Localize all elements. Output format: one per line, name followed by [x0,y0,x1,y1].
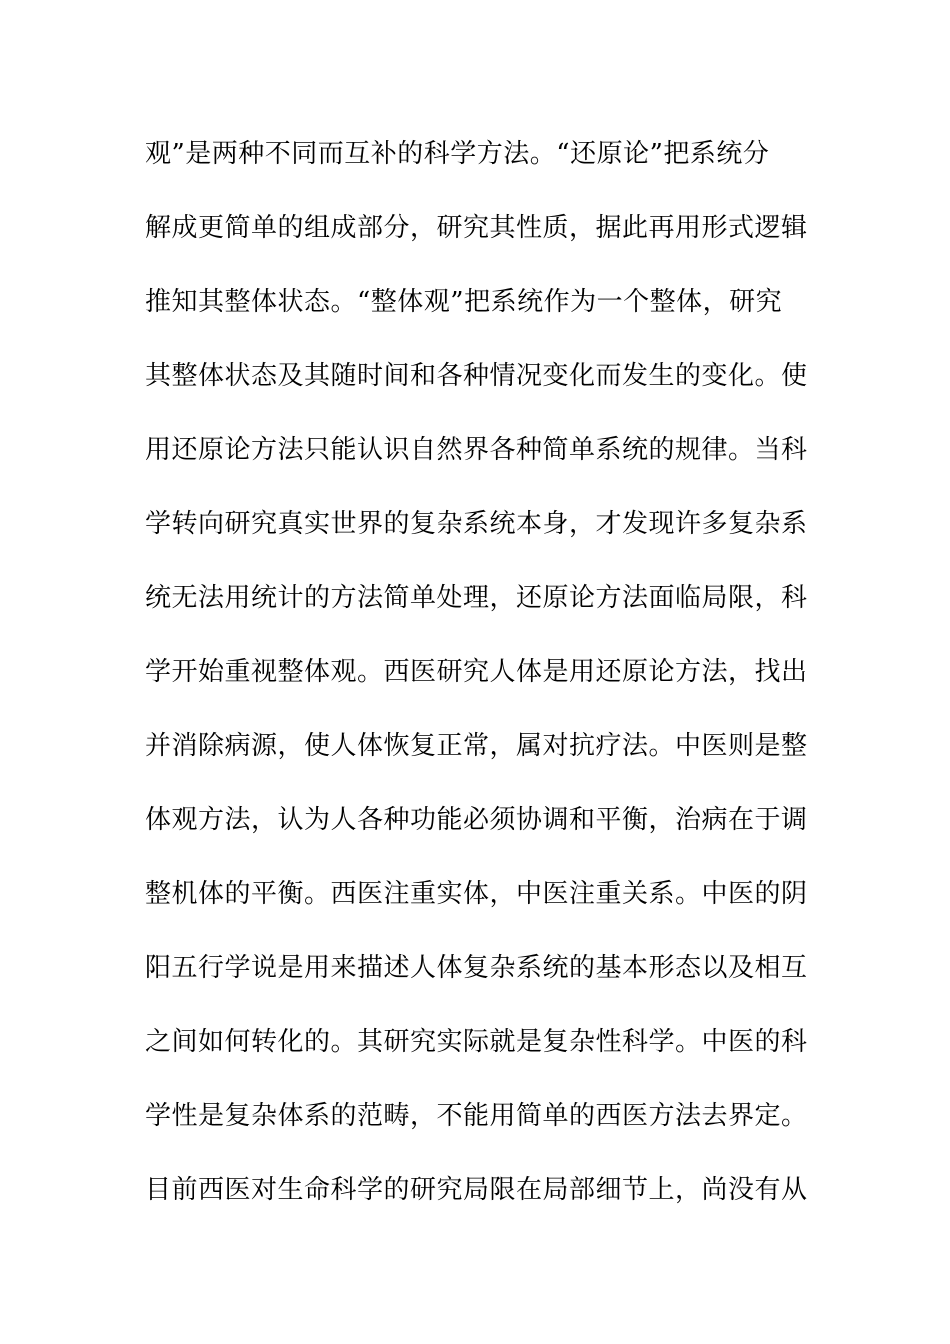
text-line: 解成更简单的组成部分，研究其性质，据此再用形式逻辑 [145,213,808,243]
text-line: 整机体的平衡。西医注重实体，中医注重关系。中医的阴 [145,879,808,909]
text-line: 学转向研究真实世界的复杂系统本身，才发现许多复杂系 [145,509,808,539]
text-line: 目前西医对生命科学的研究局限在局部细节上，尚没有从 [145,1175,808,1205]
text-line: 观”是两种不同而互补的科学方法。“还原论”把系统分 [145,139,770,169]
text-line: 并消除病源，使人体恢复正常，属对抗疗法。中医则是整 [145,731,808,761]
body-text [145,130,808,1240]
text-line: 统无法用统计的方法简单处理，还原论方法面临局限，科 [145,583,808,613]
text-line: 阳五行学说是用来描述人体复杂系统的基本形态以及相互 [145,953,808,983]
text-line: 体观方法，认为人各种功能必须协调和平衡，治病在于调 [145,805,808,835]
text-line: 推知其整体状态。“整体观”把系统作为一个整体，研究 [145,287,783,317]
text-line: 之间如何转化的。其研究实际就是复杂性科学。中医的科 [145,1027,808,1057]
text-line: 其整体状态及其随时间和各种情况变化而发生的变化。使 [145,361,808,391]
text-line: 用还原论方法只能认识自然界各种简单系统的规律。当科 [145,435,808,465]
text-line: 学开始重视整体观。西医研究人体是用还原论方法，找出 [145,657,808,687]
text-line: 学性是复杂体系的范畴，不能用简单的西医方法去界定。 [145,1101,808,1131]
